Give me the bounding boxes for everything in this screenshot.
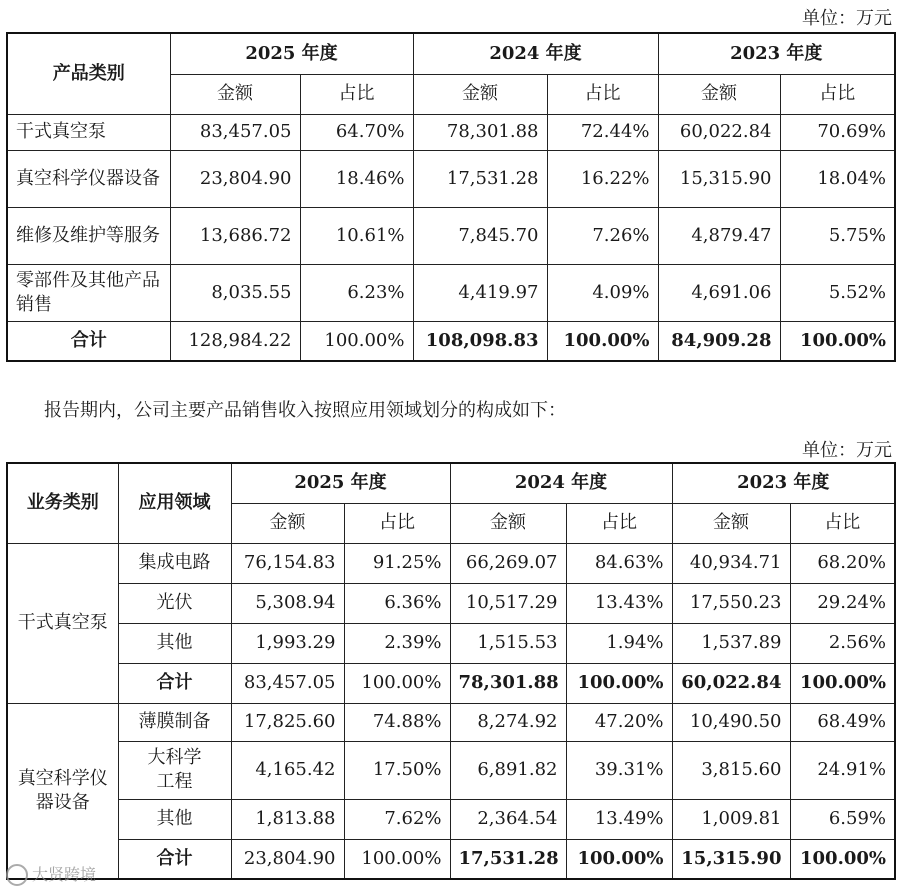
cell-amount: 1,993.29 [231,623,344,663]
cell-amount: 60,022.84 [672,663,790,703]
cell-share: 100.00% [344,663,450,703]
cell-amount: 4,879.47 [658,207,780,264]
watermark-text: 大贤跨境 [32,864,97,884]
header-share: 占比 [300,74,413,114]
subtotal-row [7,839,895,879]
cell-amount: 23,804.90 [170,150,300,207]
cell-share: 100.00% [790,663,895,703]
table-row [7,703,895,741]
watermark-logo-icon [6,864,28,886]
cell-share: 100.00% [547,321,658,361]
subtotal-label: 合计 [118,663,231,703]
cell-share: 91.25% [344,543,450,583]
header-share: 占比 [547,74,658,114]
cell-amount: 4,419.97 [413,264,547,321]
cell-amount: 60,022.84 [658,114,780,150]
header-share: 占比 [344,503,450,543]
header-year: 2024 年度 [413,33,658,74]
cell-share: 16.22% [547,150,658,207]
cell-share: 18.04% [780,150,895,207]
cell-amount: 15,315.90 [672,839,790,879]
cell-share: 24.91% [790,741,895,799]
cell-share: 1.94% [566,623,672,663]
cell-amount: 15,315.90 [658,150,780,207]
cell-amount: 1,515.53 [450,623,566,663]
cell-amount: 84,909.28 [658,321,780,361]
cell-amount: 17,531.28 [413,150,547,207]
cell-share: 5.75% [780,207,895,264]
header-year: 2023 年度 [672,463,895,503]
field-label: 集成电路 [118,543,231,583]
cell-amount: 8,035.55 [170,264,300,321]
unit-label: 单位：万元 [802,440,892,461]
cell-amount: 10,490.50 [672,703,790,741]
cell-amount: 2,364.54 [450,799,566,839]
field-label: 薄膜制备 [118,703,231,741]
table-row [7,623,895,663]
group-label: 真空科学仪器设备 [7,703,118,879]
header-product-category: 产品类别 [7,33,170,114]
cell-amount: 128,984.22 [170,321,300,361]
cell-share: 100.00% [300,321,413,361]
table-row [7,264,895,321]
header-amount: 金额 [170,74,300,114]
cell-amount: 78,301.88 [450,663,566,703]
cell-share: 100.00% [790,839,895,879]
unit-label: 单位：万元 [802,8,892,29]
table-row [7,583,895,623]
cell-amount: 10,517.29 [450,583,566,623]
group-label: 干式真空泵 [7,543,118,703]
header-business-category: 业务类别 [7,463,118,543]
cell-amount: 83,457.05 [170,114,300,150]
total-label: 合计 [7,321,170,361]
cell-share: 13.43% [566,583,672,623]
cell-share: 64.70% [300,114,413,150]
cell-share: 10.61% [300,207,413,264]
field-label: 光伏 [118,583,231,623]
cell-amount: 1,813.88 [231,799,344,839]
cell-share: 17.50% [344,741,450,799]
cell-share: 18.46% [300,150,413,207]
cell-amount: 78,301.88 [413,114,547,150]
cell-share: 47.20% [566,703,672,741]
cell-amount: 108,098.83 [413,321,547,361]
table-row [7,207,895,264]
cell-amount: 13,686.72 [170,207,300,264]
cell-amount: 17,550.23 [672,583,790,623]
cell-amount: 4,691.06 [658,264,780,321]
header-year: 2023 年度 [658,33,895,74]
row-label: 真空科学仪器设备 [7,150,170,207]
table-row [7,799,895,839]
header-share: 占比 [780,74,895,114]
cell-share: 74.88% [344,703,450,741]
cell-amount: 4,165.42 [231,741,344,799]
cell-share: 2.56% [790,623,895,663]
cell-share: 6.36% [344,583,450,623]
cell-share: 7.62% [344,799,450,839]
cell-share: 5.52% [780,264,895,321]
watermark [6,862,96,887]
cell-share: 100.00% [566,839,672,879]
cell-share: 84.63% [566,543,672,583]
header-year: 2024 年度 [450,463,672,503]
cell-amount: 40,934.71 [672,543,790,583]
header-amount: 金额 [450,503,566,543]
cell-share: 70.69% [780,114,895,150]
cell-amount: 8,274.92 [450,703,566,741]
cell-share: 29.24% [790,583,895,623]
row-label: 维修及维护等服务 [7,207,170,264]
header-amount: 金额 [658,74,780,114]
cell-share: 13.49% [566,799,672,839]
product-category-table [6,32,896,362]
table-row [7,741,895,799]
cell-share: 72.44% [547,114,658,150]
cell-share: 39.31% [566,741,672,799]
cell-share: 4.09% [547,264,658,321]
total-row [7,321,895,361]
table-row [7,150,895,207]
row-label: 干式真空泵 [7,114,170,150]
cell-amount: 5,308.94 [231,583,344,623]
cell-share: 100.00% [780,321,895,361]
header-share: 占比 [566,503,672,543]
field-label: 大科学工程 [118,741,231,799]
cell-share: 2.39% [344,623,450,663]
cell-amount: 66,269.07 [450,543,566,583]
cell-share: 68.49% [790,703,895,741]
application-field-table [6,462,896,880]
cell-amount: 23,804.90 [231,839,344,879]
cell-share: 100.00% [344,839,450,879]
field-label: 其他 [118,623,231,663]
header-year: 2025 年度 [170,33,413,74]
header-amount: 金额 [672,503,790,543]
row-label: 零部件及其他产品销售 [7,264,170,321]
cell-amount: 17,531.28 [450,839,566,879]
body-paragraph: 报告期内，公司主要产品销售收入按照应用领域划分的构成如下： [44,400,566,421]
header-amount: 金额 [413,74,547,114]
cell-amount: 3,815.60 [672,741,790,799]
cell-amount: 83,457.05 [231,663,344,703]
cell-amount: 7,845.70 [413,207,547,264]
header-year: 2025 年度 [231,463,450,503]
table-row [7,543,895,583]
subtotal-label: 合计 [118,839,231,879]
header-amount: 金额 [231,503,344,543]
cell-share: 68.20% [790,543,895,583]
subtotal-row [7,663,895,703]
cell-amount: 1,009.81 [672,799,790,839]
cell-share: 6.59% [790,799,895,839]
cell-amount: 17,825.60 [231,703,344,741]
cell-share: 100.00% [566,663,672,703]
cell-amount: 6,891.82 [450,741,566,799]
header-application-field: 应用领域 [118,463,231,543]
field-label: 其他 [118,799,231,839]
cell-share: 6.23% [300,264,413,321]
table-row [7,114,895,150]
header-share: 占比 [790,503,895,543]
cell-share: 7.26% [547,207,658,264]
cell-amount: 76,154.83 [231,543,344,583]
cell-amount: 1,537.89 [672,623,790,663]
